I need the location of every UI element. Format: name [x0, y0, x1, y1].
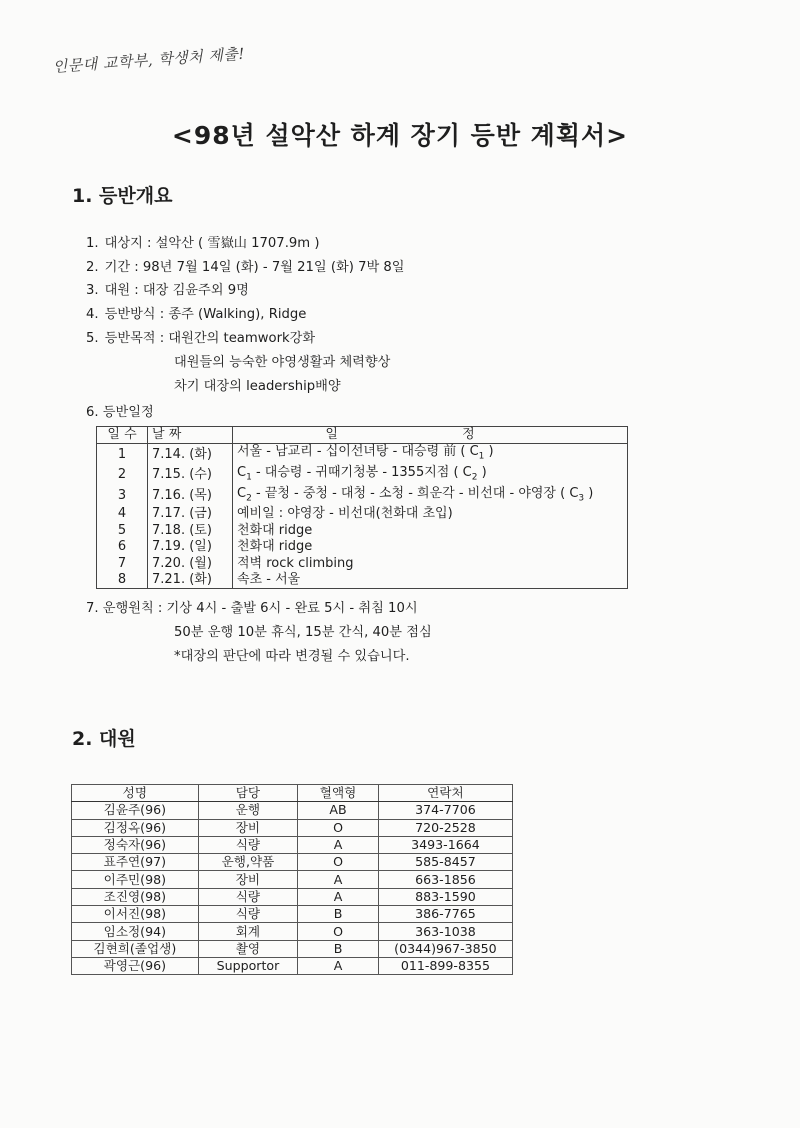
schedule-date: 7.20. (월) — [148, 555, 233, 571]
member-name: 표주연(97) — [72, 854, 199, 871]
member-row — [72, 940, 513, 957]
member-name: 이주민(98) — [72, 871, 199, 888]
member-role: Supportor — [198, 957, 298, 974]
members-table — [71, 784, 513, 975]
schedule-row — [97, 539, 628, 555]
schedule-table — [96, 426, 628, 589]
schedule-day: 2 — [97, 465, 148, 486]
schedule-row — [97, 572, 628, 589]
schedule-plan: 예비일 : 야영장 - 비선대(천화대 초입) — [237, 506, 453, 522]
member-blood: AB — [298, 802, 379, 819]
overview-item-target: 1. 대상지 : 설악산 ( 雪嶽山 1707.9m ) — [86, 236, 320, 251]
member-blood: O — [298, 923, 379, 940]
member-name: 정숙자(96) — [72, 836, 199, 853]
schedule-day: 6 — [97, 539, 148, 555]
member-contact: 663-1856 — [378, 871, 512, 888]
member-role: 식량 — [198, 836, 298, 853]
member-role: 장비 — [198, 819, 298, 836]
schedule-label: 6. 등반일정 — [86, 405, 154, 420]
schedule-row — [97, 465, 628, 486]
member-contact: 720-2528 — [378, 819, 512, 836]
operating-rules: 7. 운행원칙 : 기상 4시 - 출발 6시 - 완료 5시 - 취침 10시 — [86, 601, 418, 616]
member-contact: 883-1590 — [378, 888, 512, 905]
member-name: 김윤주(96) — [72, 802, 199, 819]
member-blood: O — [298, 819, 379, 836]
member-row — [72, 888, 513, 905]
member-contact: 386-7765 — [378, 906, 512, 923]
member-row — [72, 854, 513, 871]
schedule-row — [97, 486, 628, 507]
schedule-day: 8 — [97, 572, 148, 589]
schedule-date: 7.17. (금) — [148, 506, 233, 522]
schedule-plan: 천화대 ridge — [237, 522, 313, 538]
schedule-row — [97, 523, 628, 539]
member-name: 임소정(94) — [72, 923, 199, 940]
purpose-line-2: 대원들의 능숙한 야영생활과 체력향상 — [174, 355, 391, 370]
schedule-day: 1 — [97, 444, 148, 465]
members-header-role: 담당 — [198, 785, 298, 802]
member-blood: B — [298, 940, 379, 957]
member-row — [72, 906, 513, 923]
schedule-day: 5 — [97, 523, 148, 539]
member-name: 곽영근(96) — [72, 957, 199, 974]
member-row — [72, 802, 513, 819]
schedule-header-plan: 일 정 — [233, 427, 628, 444]
member-contact: 363-1038 — [378, 923, 512, 940]
schedule-plan: 서울 - 남교리 - 십이선녀탕 - 대승령 前 ( $C_1$ ) — [237, 444, 494, 462]
overview-item-members: 3. 대원 : 대장 김윤주외 9명 — [86, 283, 249, 298]
members-header-contact: 연락처 — [378, 785, 512, 802]
schedule-date: 7.21. (화) — [148, 572, 233, 589]
member-role: 운행 — [198, 802, 298, 819]
member-blood: A — [298, 836, 379, 853]
schedule-day: 7 — [97, 555, 148, 571]
member-role: 회계 — [198, 923, 298, 940]
overview-item-purpose: 5. 등반목적 : 대원간의 teamwork강화 — [86, 331, 316, 346]
schedule-plan: 천화대 ridge — [237, 539, 313, 555]
schedule-plan: $C_2$ - 끝청 - 중청 - 대청 - 소청 - 희운각 - 비선대 - 야영장 ( $C_3$ ) — [237, 485, 594, 504]
member-name: 조진영(98) — [72, 888, 199, 905]
schedule-date: 7.14. (화) — [148, 444, 233, 465]
members-header-name: 성명 — [72, 785, 199, 802]
member-name: 김현희(졸업생) — [72, 940, 199, 957]
member-role: 촬영 — [198, 940, 298, 957]
schedule-day: 3 — [97, 486, 148, 507]
schedule-plan: 속초 - 서울 — [237, 571, 301, 587]
handwritten-note: 인문대 교학부, 학생처 제출! — [52, 44, 246, 76]
members-header-blood: 혈액형 — [298, 785, 379, 802]
members-header-row — [72, 785, 513, 802]
schedule-plan: 적벽 rock climbing — [237, 555, 354, 571]
member-role: 식량 — [198, 888, 298, 905]
member-name: 이서진(98) — [72, 906, 199, 923]
member-blood: A — [298, 871, 379, 888]
member-role: 식량 — [198, 906, 298, 923]
member-contact: (0344)967-3850 — [378, 940, 512, 957]
schedule-date: 7.18. (토) — [148, 523, 233, 539]
schedule-header-row — [97, 427, 628, 444]
document-title: <98년 설악산 하계 장기 등반 계획서> — [171, 121, 629, 150]
member-contact: 585-8457 — [378, 854, 512, 871]
member-row — [72, 957, 513, 974]
schedule-date: 7.16. (목) — [148, 486, 233, 507]
member-blood: O — [298, 854, 379, 871]
member-role: 장비 — [198, 871, 298, 888]
member-role: 운행,약품 — [198, 854, 298, 871]
schedule-plan: $C_1$ - 대승령 - 귀때기청봉 - 1355지점 ( $C_2$ ) — [237, 464, 487, 483]
member-row — [72, 819, 513, 836]
purpose-line-3: 차기 대장의 leadership배양 — [174, 379, 341, 394]
schedule-day: 4 — [97, 506, 148, 522]
member-row — [72, 923, 513, 940]
schedule-header-day: 일 수 — [97, 427, 148, 444]
member-name: 김정옥(96) — [72, 819, 199, 836]
member-blood: A — [298, 888, 379, 905]
operating-rules-line-2: 50분 운행 10분 휴식, 15분 간식, 40분 점심 — [174, 625, 432, 640]
member-contact: 011-899-8355 — [378, 957, 512, 974]
schedule-date: 7.15. (수) — [148, 465, 233, 486]
member-row — [72, 836, 513, 853]
schedule-row — [97, 555, 628, 571]
schedule-row — [97, 444, 628, 465]
schedule-row — [97, 506, 628, 522]
member-contact: 3493-1664 — [378, 836, 512, 853]
section-members-heading: 2. 대원 — [72, 728, 136, 750]
overview-item-period: 2. 기간 : 98년 7월 14일 (화) - 7월 21일 (화) 7박 8일 — [86, 260, 405, 275]
section-overview-heading: 1. 등반개요 — [72, 185, 173, 207]
member-contact: 374-7706 — [378, 802, 512, 819]
member-row — [72, 871, 513, 888]
member-blood: A — [298, 957, 379, 974]
operating-rules-note: *대장의 판단에 따라 변경될 수 있습니다. — [174, 649, 410, 664]
schedule-header-date: 날 짜 — [148, 427, 233, 444]
schedule-date: 7.19. (일) — [148, 539, 233, 555]
overview-item-method: 4. 등반방식 : 종주 (Walking), Ridge — [86, 307, 307, 322]
member-blood: B — [298, 906, 379, 923]
